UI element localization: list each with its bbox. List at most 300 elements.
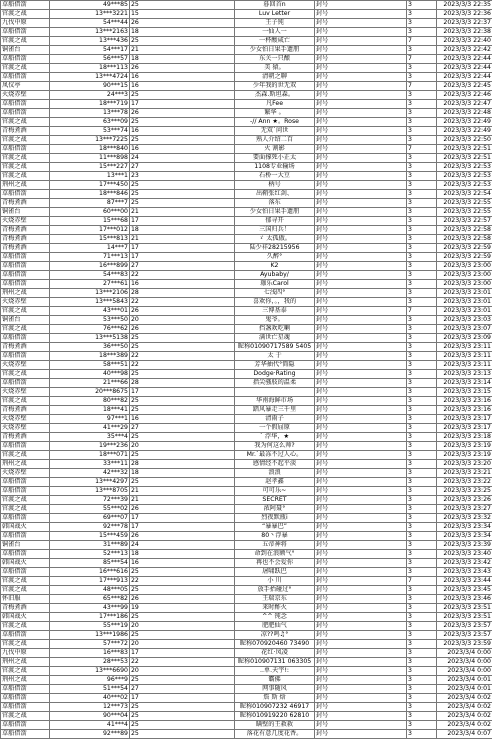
nickname-cell: 陆少祥28215956 bbox=[235, 244, 315, 253]
account-id-cell: 76***62 bbox=[50, 325, 130, 334]
nickname-cell: 肥肥仙气 bbox=[235, 622, 315, 631]
count-cell: 3 bbox=[407, 622, 437, 631]
table-row bbox=[1, 109, 492, 118]
status-cell: 封号 bbox=[315, 82, 407, 91]
status-cell: 封号 bbox=[315, 136, 407, 145]
datetime-cell: 2023/3/3 22:51 bbox=[437, 154, 492, 163]
table-row bbox=[1, 550, 492, 559]
server-cell: 韩国战火 bbox=[1, 523, 50, 532]
nickname-cell: 珈乐Carol bbox=[235, 280, 315, 289]
account-id-cell: 33***11 bbox=[50, 460, 130, 469]
table-row bbox=[1, 10, 492, 19]
nickname-cell: 清雨子 bbox=[235, 415, 315, 424]
level-cell: 21 bbox=[130, 208, 235, 217]
count-cell: 3 bbox=[407, 136, 437, 145]
server-cell: 荆州之战 bbox=[1, 676, 50, 685]
account-id-cell: 13***7225 bbox=[50, 136, 130, 145]
account-id-cell: 42***32 bbox=[50, 469, 130, 478]
status-cell: 封号 bbox=[315, 604, 407, 613]
nickname-cell: ゞ 太孤傲。 bbox=[235, 235, 315, 244]
level-cell: 25 bbox=[130, 451, 235, 460]
server-cell: 官渡之战 bbox=[1, 64, 50, 73]
datetime-cell: 2023/3/3 23:32 bbox=[437, 514, 492, 523]
status-cell: 封号 bbox=[315, 586, 407, 595]
datetime-cell: 2023/3/4 0:02 bbox=[437, 703, 492, 712]
account-id-cell: 20***8675 bbox=[50, 388, 130, 397]
server-cell: 官渡之战 bbox=[1, 712, 50, 721]
server-cell: 官渡之战 bbox=[1, 154, 50, 163]
account-id-cell: 13***436 bbox=[50, 37, 130, 46]
level-cell: 16 bbox=[130, 415, 235, 424]
count-cell: 3 bbox=[407, 172, 437, 181]
level-cell: 25 bbox=[130, 478, 235, 487]
status-cell: 封号 bbox=[315, 1, 407, 10]
level-cell: 18 bbox=[130, 469, 235, 478]
table-row bbox=[1, 217, 492, 226]
status-cell: 封号 bbox=[315, 667, 407, 676]
table-row bbox=[1, 325, 492, 334]
level-cell: 22 bbox=[130, 658, 235, 667]
table-row bbox=[1, 703, 492, 712]
table-row bbox=[1, 577, 492, 586]
account-id-cell: 19***236 bbox=[50, 442, 130, 451]
level-cell: 16 bbox=[130, 280, 235, 289]
level-cell: 22 bbox=[130, 361, 235, 370]
server-cell: 荆州之战 bbox=[1, 181, 50, 190]
level-cell: 21 bbox=[130, 487, 235, 496]
server-cell: 官渡之战 bbox=[1, 172, 50, 181]
table-row bbox=[1, 622, 492, 631]
account-id-cell: 18***840 bbox=[50, 145, 130, 154]
nickname-cell: 花红·凤凌 bbox=[235, 649, 315, 658]
server-cell: 草船借箭 bbox=[1, 478, 50, 487]
table-row bbox=[1, 190, 492, 199]
table-row bbox=[1, 298, 492, 307]
count-cell: 3 bbox=[407, 316, 437, 325]
level-cell: 17 bbox=[130, 694, 235, 703]
account-id-cell: 13***2163 bbox=[50, 28, 130, 37]
table-row bbox=[1, 694, 492, 703]
server-cell: 草船借箭 bbox=[1, 271, 50, 280]
server-cell: 草船借箭 bbox=[1, 1, 50, 10]
count-cell: 3 bbox=[407, 28, 437, 37]
account-id-cell: 40***98 bbox=[50, 370, 130, 379]
nickname-cell: 清朝之聊 bbox=[235, 73, 315, 82]
status-cell: 封号 bbox=[315, 73, 407, 82]
nickname-cell: ..单.天宇!: bbox=[235, 667, 315, 676]
datetime-cell: 2023/3/3 23:11 bbox=[437, 352, 492, 361]
count-cell: 3 bbox=[407, 640, 437, 649]
table-row bbox=[1, 208, 492, 217]
datetime-cell: 2023/3/3 22:58 bbox=[437, 226, 492, 235]
level-cell: 17 bbox=[130, 388, 235, 397]
level-cell: 25 bbox=[130, 370, 235, 379]
level-cell: 26 bbox=[130, 307, 235, 316]
server-cell: 草船借箭 bbox=[1, 28, 50, 37]
level-cell: 26 bbox=[130, 109, 235, 118]
table-row bbox=[1, 478, 492, 487]
table-row bbox=[1, 343, 492, 352]
nickname-cell: 赵孝鑫 bbox=[235, 478, 315, 487]
level-cell: 25 bbox=[130, 181, 235, 190]
count-cell: 3 bbox=[407, 352, 437, 361]
account-id-cell: 63***09 bbox=[50, 118, 130, 127]
level-cell: 19 bbox=[130, 604, 235, 613]
status-cell: 封号 bbox=[315, 100, 407, 109]
level-cell: 26 bbox=[130, 505, 235, 514]
nickname-cell: 熟人介绍二百 bbox=[235, 136, 315, 145]
account-id-cell: 58***51 bbox=[50, 361, 130, 370]
nickname-cell bbox=[235, 388, 315, 397]
table-row bbox=[1, 145, 492, 154]
datetime-cell: 2023/3/3 22:54 bbox=[437, 190, 492, 199]
table-row bbox=[1, 91, 492, 100]
level-cell: 25 bbox=[130, 334, 235, 343]
datetime-cell: 2023/3/3 23:21 bbox=[437, 469, 492, 478]
count-cell: 3 bbox=[407, 676, 437, 685]
account-id-cell: 18***113 bbox=[50, 64, 130, 73]
level-cell: 26 bbox=[130, 595, 235, 604]
status-cell: 封号 bbox=[315, 541, 407, 550]
nickname-cell: 烈夜默瓶i bbox=[235, 514, 315, 523]
count-cell: 3 bbox=[407, 649, 437, 658]
nickname-cell: 昵称010919220 62810 bbox=[235, 712, 315, 721]
table-row bbox=[1, 379, 492, 388]
count-cell: 3 bbox=[407, 46, 437, 55]
nickname-cell: 久醉° bbox=[235, 253, 315, 262]
datetime-cell: 2023/3/3 22:50 bbox=[437, 136, 492, 145]
table-row bbox=[1, 505, 492, 514]
count-cell: 3 bbox=[407, 397, 437, 406]
datetime-cell: 2023/3/3 23:18 bbox=[437, 433, 492, 442]
status-cell: 封号 bbox=[315, 379, 407, 388]
datetime-cell: 2023/3/3 22:58 bbox=[437, 235, 492, 244]
nickname-cell: Dodge·Rating bbox=[235, 370, 315, 379]
table-row bbox=[1, 541, 492, 550]
status-cell: 封号 bbox=[315, 172, 407, 181]
nickname-cell: 五帝神将 bbox=[235, 541, 315, 550]
account-id-cell: 14***7 bbox=[50, 244, 130, 253]
nickname-cell: 少女怕日果手遗朋 bbox=[235, 208, 315, 217]
level-cell: 20 bbox=[130, 622, 235, 631]
level-cell: 16 bbox=[130, 127, 235, 136]
status-cell: 封号 bbox=[315, 181, 407, 190]
status-cell: 封号 bbox=[315, 415, 407, 424]
datetime-cell: 2023/3/3 22:59 bbox=[437, 253, 492, 262]
nickname-cell: Ayubaby/ bbox=[235, 271, 315, 280]
account-id-cell: 48***05 bbox=[50, 586, 130, 595]
account-id-cell: 87***7 bbox=[50, 199, 130, 208]
account-id-cell: 56***57 bbox=[50, 55, 130, 64]
account-id-cell: 41***4 bbox=[50, 721, 130, 730]
status-cell: 封号 bbox=[315, 568, 407, 577]
level-cell: 25 bbox=[130, 397, 235, 406]
server-cell: 官渡之战 bbox=[1, 622, 50, 631]
datetime-cell: 2023/3/3 23:20 bbox=[437, 460, 492, 469]
status-cell: 封号 bbox=[315, 37, 407, 46]
count-cell: 3 bbox=[407, 1, 437, 10]
server-cell: 荆州之战 bbox=[1, 460, 50, 469]
datetime-cell: 2023/3/3 22:40 bbox=[437, 37, 492, 46]
account-id-cell: 13***1986 bbox=[50, 631, 130, 640]
status-cell: 封号 bbox=[315, 280, 407, 289]
table-row bbox=[1, 1, 492, 10]
table-row bbox=[1, 559, 492, 568]
table-row bbox=[1, 19, 492, 28]
server-cell: 官渡之战 bbox=[1, 397, 50, 406]
level-cell: 21 bbox=[130, 46, 235, 55]
datetime-cell: 2023/3/3 22:49 bbox=[437, 118, 492, 127]
datetime-cell: 2023/3/3 22:57 bbox=[437, 217, 492, 226]
nickname-cell: 要面撑死小正太 bbox=[235, 154, 315, 163]
level-cell: 17 bbox=[130, 244, 235, 253]
count-cell: 3 bbox=[407, 370, 437, 379]
server-cell: 韩国战火 bbox=[1, 559, 50, 568]
datetime-cell: 2023/3/3 23:09 bbox=[437, 334, 492, 343]
level-cell: 18 bbox=[130, 226, 235, 235]
account-id-cell: 90***15 bbox=[50, 82, 130, 91]
server-cell: 官渡之战 bbox=[1, 667, 50, 676]
count-cell: 3 bbox=[407, 730, 437, 739]
nickname-cell: 柄号 bbox=[235, 181, 315, 190]
count-cell: 3 bbox=[407, 226, 437, 235]
server-cell: 火烧赤壁 bbox=[1, 415, 50, 424]
count-cell: 3 bbox=[407, 343, 437, 352]
status-cell: 封号 bbox=[315, 703, 407, 712]
nickname-cell: 浪浪 bbox=[235, 469, 315, 478]
account-id-cell: 92***78 bbox=[50, 523, 130, 532]
count-cell: 3 bbox=[407, 685, 437, 694]
server-cell: 草船借箭 bbox=[1, 145, 50, 154]
status-cell: 封号 bbox=[315, 685, 407, 694]
level-cell: 28 bbox=[130, 379, 235, 388]
table-row bbox=[1, 100, 492, 109]
nickname-cell: 网事随风 bbox=[235, 685, 315, 694]
datetime-cell: 2023/3/3 23:13 bbox=[437, 370, 492, 379]
status-cell: 封号 bbox=[315, 532, 407, 541]
nickname-cell: 80丶浮暴 bbox=[235, 532, 315, 541]
table-row bbox=[1, 82, 492, 91]
nickname-cell: 可可乐~ bbox=[235, 487, 315, 496]
count-cell: 3 bbox=[407, 154, 437, 163]
count-cell: 3 bbox=[407, 505, 437, 514]
nickname-cell: 落东 bbox=[235, 199, 315, 208]
count-cell: 3 bbox=[407, 712, 437, 721]
server-cell: 官渡之战 bbox=[1, 370, 50, 379]
count-cell: 3 bbox=[407, 127, 437, 136]
table-row bbox=[1, 307, 492, 316]
account-id-cell: 41***29 bbox=[50, 424, 130, 433]
account-id-cell: 54***83 bbox=[50, 271, 130, 280]
count-cell: 7 bbox=[407, 82, 437, 91]
count-cell: 3 bbox=[407, 388, 437, 397]
datetime-cell: 2023/3/3 23:19 bbox=[437, 451, 492, 460]
datetime-cell: 2023/3/3 23:51 bbox=[437, 604, 492, 613]
account-id-cell: 40***02 bbox=[50, 694, 130, 703]
table-row bbox=[1, 397, 492, 406]
status-cell: 封号 bbox=[315, 46, 407, 55]
account-id-cell: 13***5843 bbox=[50, 298, 130, 307]
datetime-cell: 2023/3/3 23:16 bbox=[437, 406, 492, 415]
account-id-cell: 53***74 bbox=[50, 127, 130, 136]
level-cell: 25 bbox=[130, 433, 235, 442]
level-cell: 16 bbox=[130, 73, 235, 82]
nickname-cell: 芳华抽代°简隐 bbox=[235, 361, 315, 370]
count-cell: 7 bbox=[407, 37, 437, 46]
account-id-cell: 43***01 bbox=[50, 307, 130, 316]
table-row bbox=[1, 289, 492, 298]
account-id-cell: 13***2106 bbox=[50, 289, 130, 298]
count-cell: 3 bbox=[407, 334, 437, 343]
count-cell: 3 bbox=[407, 595, 437, 604]
nickname-cell: 踏风暴走三千里 bbox=[235, 406, 315, 415]
count-cell: 3 bbox=[407, 73, 437, 82]
count-cell: 3 bbox=[407, 703, 437, 712]
count-cell: 3 bbox=[407, 586, 437, 595]
level-cell: 26 bbox=[130, 325, 235, 334]
count-cell: 3 bbox=[407, 424, 437, 433]
table-row bbox=[1, 685, 492, 694]
count-cell: 3 bbox=[407, 19, 437, 28]
level-cell: 25 bbox=[130, 721, 235, 730]
server-cell: 草船借箭 bbox=[1, 352, 50, 361]
server-cell: 官渡之战 bbox=[1, 10, 50, 19]
status-cell: 封号 bbox=[315, 559, 407, 568]
server-cell: 草船借箭 bbox=[1, 487, 50, 496]
server-cell: 草船借箭 bbox=[1, 55, 50, 64]
server-cell: 草船借箭 bbox=[1, 568, 50, 577]
server-cell: 草船借箭 bbox=[1, 550, 50, 559]
datetime-cell: 2023/3/3 23:59 bbox=[437, 640, 492, 649]
table-row bbox=[1, 568, 492, 577]
datetime-cell: 2023/3/3 22:53 bbox=[437, 172, 492, 181]
datetime-cell: 2023/3/4 0:02 bbox=[437, 712, 492, 721]
level-cell: 21 bbox=[130, 235, 235, 244]
account-id-cell: 15***459 bbox=[50, 532, 130, 541]
count-cell: 3 bbox=[407, 487, 437, 496]
table-row bbox=[1, 415, 492, 424]
status-cell: 封号 bbox=[315, 28, 407, 37]
status-cell: 封号 bbox=[315, 334, 407, 343]
datetime-cell: 2023/3/3 23:00 bbox=[437, 271, 492, 280]
table-body bbox=[1, 1, 492, 739]
status-cell: 封号 bbox=[315, 658, 407, 667]
count-cell: 3 bbox=[407, 550, 437, 559]
table-row bbox=[1, 658, 492, 667]
server-cell: 荆州之战 bbox=[1, 658, 50, 667]
status-cell: 封号 bbox=[315, 307, 407, 316]
server-cell: 官渡之战 bbox=[1, 37, 50, 46]
server-cell: 火烧赤壁 bbox=[1, 91, 50, 100]
status-cell: 封号 bbox=[315, 316, 407, 325]
status-cell: 封号 bbox=[315, 235, 407, 244]
server-cell: 草船借箭 bbox=[1, 334, 50, 343]
server-cell: 官渡之战 bbox=[1, 163, 50, 172]
status-cell: 封号 bbox=[315, 631, 407, 640]
count-cell: 3 bbox=[407, 118, 437, 127]
datetime-cell: 2023/3/3 23:14 bbox=[437, 379, 492, 388]
nickname-cell: -// Ann ★。Rose bbox=[235, 118, 315, 127]
server-cell: 官渡之战 bbox=[1, 451, 50, 460]
status-cell: 封号 bbox=[315, 451, 407, 460]
account-id-cell: 43***99 bbox=[50, 604, 130, 613]
datetime-cell: 2023/3/4 0:00 bbox=[437, 649, 492, 658]
account-id-cell: 69***07 bbox=[50, 514, 130, 523]
account-id-cell: 16***899 bbox=[50, 262, 130, 271]
datetime-cell: 2023/3/3 23:00 bbox=[437, 280, 492, 289]
count-cell: 3 bbox=[407, 208, 437, 217]
status-cell: 封号 bbox=[315, 343, 407, 352]
nickname-cell: 小 川 bbox=[235, 577, 315, 586]
status-cell: 封号 bbox=[315, 244, 407, 253]
count-cell: 3 bbox=[407, 514, 437, 523]
account-id-cell: 13***3221 bbox=[50, 10, 130, 19]
count-cell: 3 bbox=[407, 568, 437, 577]
table-row bbox=[1, 55, 492, 64]
level-cell: 25 bbox=[130, 37, 235, 46]
server-cell: 草船借箭 bbox=[1, 379, 50, 388]
status-cell: 封号 bbox=[315, 253, 407, 262]
status-cell: 封号 bbox=[315, 190, 407, 199]
table-row bbox=[1, 406, 492, 415]
status-cell: 封号 bbox=[315, 622, 407, 631]
status-cell: 封号 bbox=[315, 460, 407, 469]
level-cell: 25 bbox=[130, 1, 235, 10]
level-cell: 17 bbox=[130, 649, 235, 658]
datetime-cell: 2023/3/3 22:44 bbox=[437, 64, 492, 73]
server-cell: 草船借箭 bbox=[1, 190, 50, 199]
level-cell: 21 bbox=[130, 496, 235, 505]
server-cell: 火烧赤壁 bbox=[1, 298, 50, 307]
nickname-cell: 感情经不起平淡 bbox=[235, 460, 315, 469]
account-id-cell: 54***17 bbox=[50, 46, 130, 55]
server-cell: 青梅煮酒 bbox=[1, 433, 50, 442]
account-id-cell: 15***227 bbox=[50, 163, 130, 172]
datetime-cell: 2023/3/3 22:55 bbox=[437, 199, 492, 208]
server-cell: 草船借箭 bbox=[1, 514, 50, 523]
count-cell: 3 bbox=[407, 469, 437, 478]
status-cell: 封号 bbox=[315, 361, 407, 370]
nickname-cell: 凡Fee bbox=[235, 100, 315, 109]
count-cell: 7 bbox=[407, 307, 437, 316]
datetime-cell: 2023/3/3 23:42 bbox=[437, 559, 492, 568]
account-id-cell: 55***19 bbox=[50, 622, 130, 631]
level-cell: 20 bbox=[130, 442, 235, 451]
datetime-cell: 2023/3/3 22:47 bbox=[437, 100, 492, 109]
level-cell: 18 bbox=[130, 55, 235, 64]
datetime-cell: 2023/3/3 22:46 bbox=[437, 91, 492, 100]
account-id-cell: 60***00 bbox=[50, 208, 130, 217]
count-cell: 3 bbox=[407, 262, 437, 271]
table-row bbox=[1, 514, 492, 523]
datetime-cell: 2023/3/4 0:00 bbox=[437, 667, 492, 676]
nickname-cell: 东关一只酿 bbox=[235, 55, 315, 64]
level-cell: 17 bbox=[130, 253, 235, 262]
nickname-cell: 一个假屈原 bbox=[235, 424, 315, 433]
table-row bbox=[1, 523, 492, 532]
level-cell: 18 bbox=[130, 550, 235, 559]
server-cell: 草船借箭 bbox=[1, 730, 50, 739]
datetime-cell: 2023/3/3 23:16 bbox=[437, 397, 492, 406]
account-id-cell: 24***3 bbox=[50, 91, 130, 100]
datetime-cell: 2023/3/4 0:07 bbox=[437, 730, 492, 739]
count-cell: 3 bbox=[407, 163, 437, 172]
table-row bbox=[1, 388, 492, 397]
server-cell: 铜雀台 bbox=[1, 541, 50, 550]
server-cell: 青梅煮酒 bbox=[1, 226, 50, 235]
count-cell: 3 bbox=[407, 604, 437, 613]
datetime-cell: 2023/3/4 0:01 bbox=[437, 676, 492, 685]
